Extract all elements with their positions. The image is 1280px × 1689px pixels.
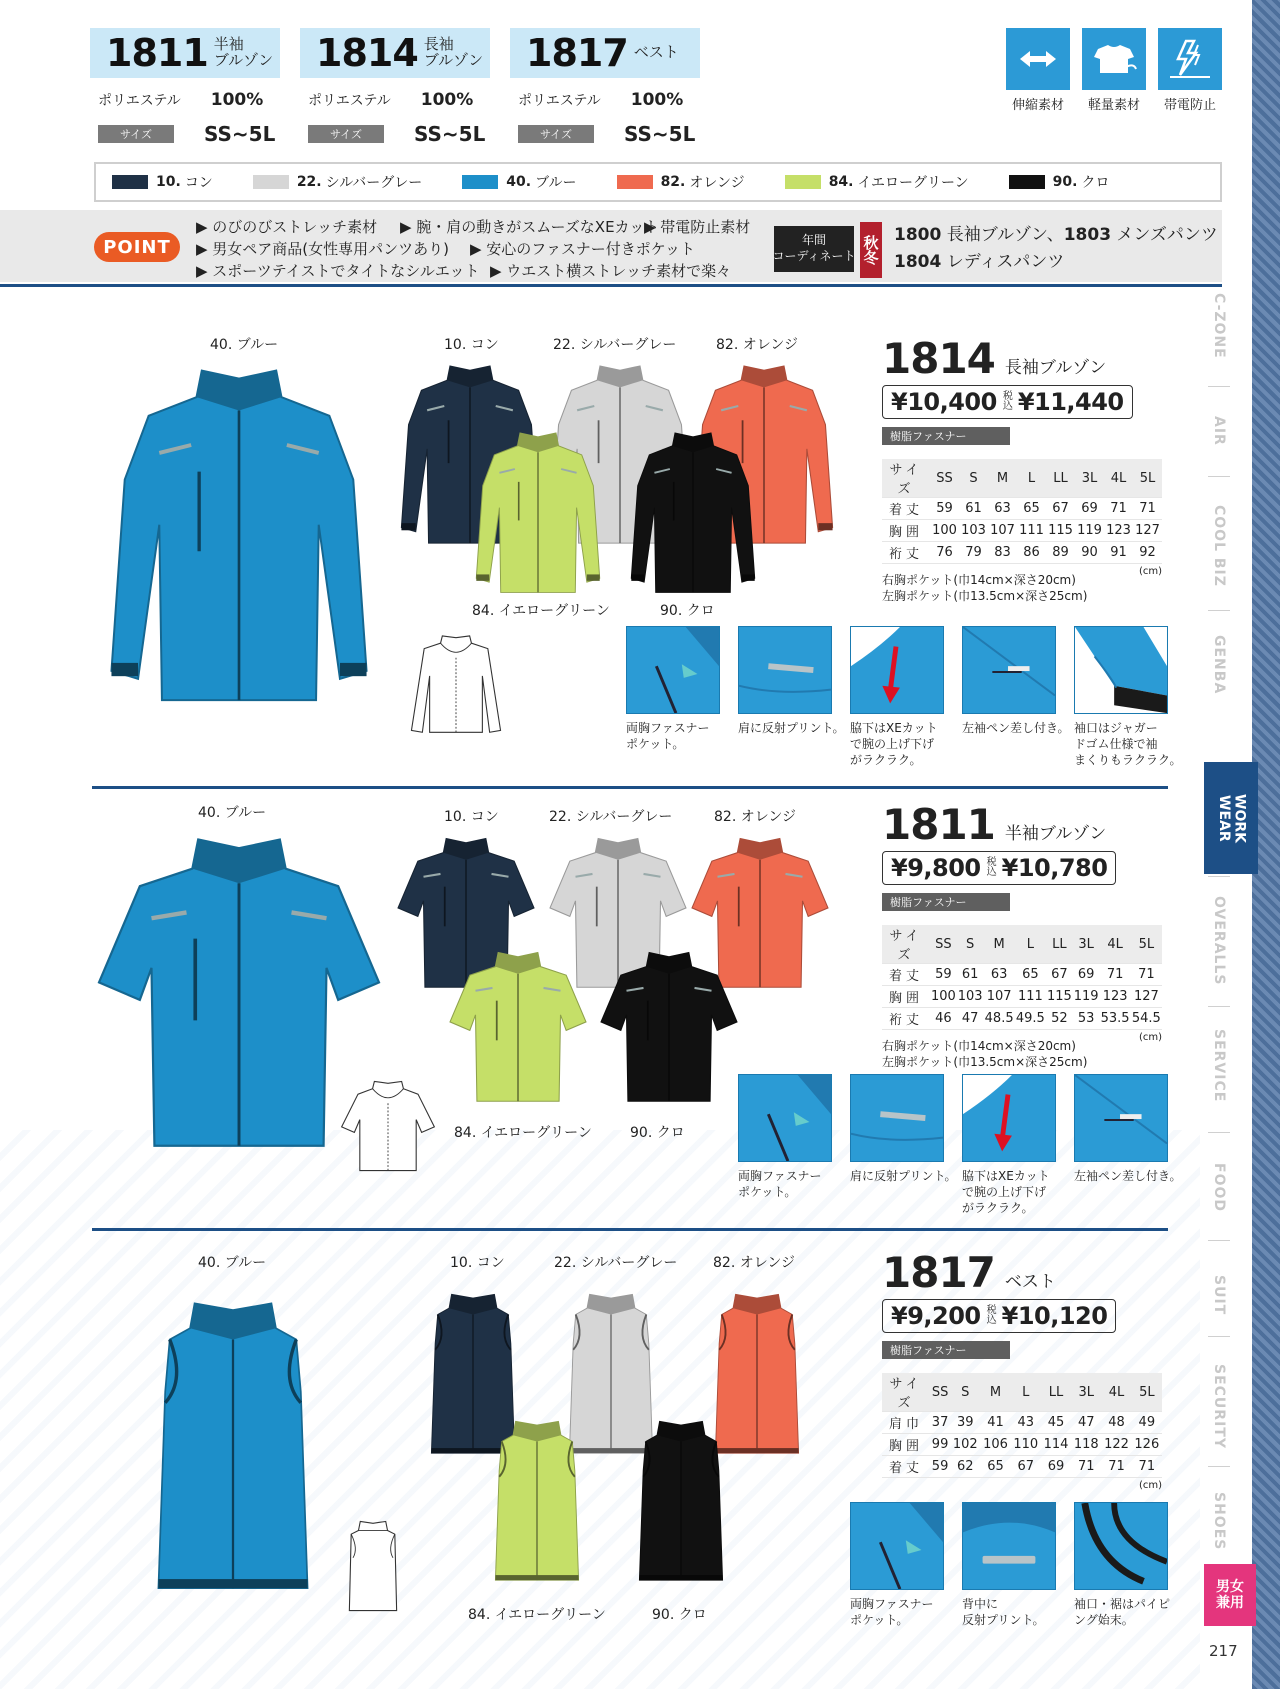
- section-rule: [92, 1228, 1168, 1231]
- product-title-bar: [300, 28, 490, 78]
- color-label-orange: 82. オレンジ: [714, 809, 797, 825]
- color-swatch-item: 82. オレンジ: [617, 172, 745, 192]
- size-row: 裄丈 46 47 48.5 49.5 52 53 53.5 54.5: [882, 1008, 1162, 1030]
- size-header-row: サイズ SS S M L LL 3L 4L 5L: [882, 459, 1162, 498]
- detail-caption: 袖口・裾はパイピ ング始末。: [1074, 1597, 1171, 1628]
- detail-caption: 左袖ペン差し付き。: [1074, 1169, 1182, 1183]
- detail-item: [626, 626, 720, 769]
- season-badge: 秋冬: [860, 222, 882, 278]
- size-header-row: サイズ SS S M L LL 3L 4L 5L: [882, 925, 1162, 964]
- color-label-black: 90. クロ: [630, 1125, 685, 1141]
- color-label-black: 90. クロ: [660, 603, 715, 619]
- product-number: 1814: [316, 31, 418, 75]
- color-label-blue: 40. ブルー: [210, 337, 279, 353]
- color-label-yellow-green: 84. イエローグリーン: [472, 603, 610, 619]
- color-label-silver-grey: 22. シルバーグレー: [549, 809, 673, 825]
- detail-photos-1814: [626, 626, 1182, 769]
- zipper-type: 樹脂ファスナー: [882, 1341, 1010, 1359]
- side-tab-separator: [1208, 1132, 1230, 1133]
- detail-caption: 左袖ペン差し付き。: [962, 721, 1070, 735]
- side-tab-separator: [1208, 876, 1230, 877]
- product-summary-1811: [90, 28, 280, 146]
- side-tab-cool-biz[interactable]: COOL BIZ: [1211, 505, 1227, 587]
- product-title-bar: [510, 28, 700, 78]
- product-number: 1817: [526, 31, 628, 75]
- product-name: ベスト: [633, 43, 679, 62]
- side-tab-genba[interactable]: GENBA: [1211, 635, 1227, 695]
- zipper-type: 樹脂ファスナー: [882, 427, 1010, 445]
- detail-photo: [962, 1074, 1056, 1162]
- detail-caption: 肩に反射プリント。: [850, 1169, 957, 1183]
- size-row: 肩巾 37 39 41 43 45 47 48 49: [882, 1412, 1162, 1434]
- side-tab-overalls[interactable]: OVERALLS: [1211, 896, 1227, 986]
- side-tab-separator: [1208, 1240, 1230, 1241]
- product-name: 半袖 ブルゾン: [213, 35, 274, 69]
- vest-1817-blue: [120, 1272, 346, 1624]
- detail-photos-1817: [850, 1502, 1171, 1628]
- material-line: ポリエステル 100%: [308, 90, 474, 110]
- detail-photo: [962, 1502, 1056, 1590]
- color-swatch-item: 84. イエローグリーン: [785, 172, 969, 192]
- point-item: ▶ スポーツテイストでタイトなシルエット: [196, 262, 480, 280]
- color-label-silver-grey: 22. シルバーグレー: [553, 337, 677, 353]
- technical-drawing-1814: [406, 630, 506, 740]
- detail-item: [1074, 1074, 1182, 1217]
- product-name: 長袖 ブルゾン: [423, 35, 484, 69]
- side-tab-shoes[interactable]: SHOES: [1211, 1491, 1227, 1551]
- point-item: ▶ のびのびストレッチ素材: [196, 218, 378, 236]
- detail-photo: [626, 626, 720, 714]
- detail-photo: [850, 626, 944, 714]
- color-label-navy: 10. コン: [444, 337, 499, 353]
- side-tab-food[interactable]: FOOD: [1211, 1162, 1227, 1212]
- detail-caption: 両胸ファスナー ポケット。: [626, 721, 710, 752]
- detail-item: [738, 626, 845, 769]
- size-row: 着丈 59 61 63 65 67 69 71 71: [882, 498, 1162, 520]
- jacket-1814-black: [614, 424, 772, 604]
- detail-item: [1074, 1502, 1171, 1628]
- side-tab-workwear-active[interactable]: WORK WEAR: [1204, 762, 1258, 874]
- unit-label: (cm): [1138, 566, 1162, 577]
- color-variations-bar: [94, 162, 1222, 202]
- size-range: サイズ SS~5L: [90, 122, 280, 146]
- detail-item: [850, 1074, 957, 1217]
- product-summary-1814: [300, 28, 490, 146]
- spec-block-1811: [882, 800, 1172, 1070]
- unit-label: (cm): [1138, 1032, 1162, 1043]
- detail-caption: 脇下はXEカット で腕の上げ下げ がラクラク。: [962, 1169, 1050, 1216]
- side-tab-air[interactable]: AIR: [1211, 416, 1227, 446]
- detail-item: [1074, 626, 1182, 769]
- color-label-blue: 40. ブルー: [198, 805, 267, 821]
- detail-caption: 脇下はXEカット で腕の上げ下げ がラクラク。: [850, 721, 938, 768]
- size-table: [882, 925, 1162, 1030]
- feature-antistatic: 帯電防止: [1158, 28, 1222, 113]
- color-swatch-item: 10. コン: [112, 172, 213, 192]
- technical-drawing-1817: [336, 1516, 410, 1616]
- product-summary-1817: [510, 28, 700, 146]
- stretch-icon: [1006, 28, 1070, 90]
- zipper-type: 樹脂ファスナー: [882, 893, 1010, 911]
- material-line: ポリエステル 100%: [98, 90, 264, 110]
- color-label-orange: 82. オレンジ: [713, 1255, 796, 1271]
- point-item: ▶ 腕・肩の動きがスムーズなXEカット: [400, 218, 660, 236]
- detail-caption: 両胸ファスナー ポケット。: [738, 1169, 822, 1200]
- detail-caption: 背中に 反射プリント。: [962, 1597, 1045, 1628]
- size-table: [882, 459, 1162, 564]
- detail-photo: [850, 1502, 944, 1590]
- color-swatch: [785, 175, 821, 189]
- detail-item: [738, 1074, 832, 1217]
- color-label-navy: 10. コン: [444, 809, 499, 825]
- size-range: サイズ SS~5L: [300, 122, 490, 146]
- spec-block-1814: [882, 334, 1172, 604]
- size-range: サイズ SS~5L: [510, 122, 700, 146]
- side-tab-separator: [1208, 476, 1230, 477]
- side-tab-separator: [1208, 386, 1230, 387]
- unit-label: (cm): [1138, 1480, 1162, 1491]
- point-badge: POINT: [94, 232, 180, 262]
- detail-photo: [962, 626, 1056, 714]
- detail-item: [962, 1074, 1056, 1217]
- color-label-blue: 40. ブルー: [198, 1255, 267, 1271]
- point-item: ▶ 帯電防止素材: [644, 218, 751, 236]
- size-table: [882, 1373, 1162, 1478]
- size-row: 着丈 59 62 65 67 69 71 71 71: [882, 1456, 1162, 1478]
- color-swatch-item: 90. クロ: [1009, 172, 1110, 192]
- vest-1817-yellow-green: [474, 1402, 600, 1602]
- jacket-1811-black: [590, 944, 748, 1114]
- jacket-1814-blue: [78, 352, 400, 724]
- jacket-1814-yellow-green: [464, 424, 612, 604]
- side-tab-separator: [1208, 610, 1230, 611]
- vest-1817-black: [618, 1402, 744, 1602]
- color-swatch: [617, 175, 653, 189]
- size-row: 裄丈 76 79 83 86 89 90 91 92: [882, 542, 1162, 564]
- price-box: ¥10,400 税込 ¥11,440: [882, 385, 1133, 419]
- side-tab-suit[interactable]: SUIT: [1211, 1274, 1227, 1316]
- side-tab-separator: [1208, 1336, 1230, 1337]
- product-heading: 1814 長袖ブルゾン: [882, 334, 1107, 383]
- product-heading: 1817 ベスト: [882, 1248, 1056, 1297]
- material-line: ポリエステル 100%: [518, 90, 684, 110]
- product-title-bar: [90, 28, 280, 78]
- color-label-orange: 82. オレンジ: [716, 337, 799, 353]
- color-swatch-item: 40. ブルー: [462, 172, 576, 192]
- technical-drawing-1811: [336, 1076, 440, 1176]
- color-label-black: 90. クロ: [652, 1607, 707, 1623]
- coordinate-badge: 年間 コーディネート: [774, 226, 854, 272]
- color-swatch-item: 22. シルバーグレー: [253, 172, 422, 192]
- side-tab-security[interactable]: SECURITY: [1211, 1363, 1227, 1449]
- side-tab-separator: [1208, 1466, 1230, 1467]
- detail-photos-1811: [738, 1074, 1182, 1217]
- feature-stretch: 伸縮素材: [1006, 28, 1070, 113]
- size-header-row: サイズ SS S M L LL 3L 4L 5L: [882, 1373, 1162, 1412]
- jacket-1811-yellow-green: [444, 944, 592, 1114]
- side-tab-c-zone[interactable]: C-ZONE: [1211, 293, 1227, 359]
- header-rule: [0, 284, 1222, 287]
- detail-photo: [1074, 1074, 1168, 1162]
- detail-caption: 肩に反射プリント。: [738, 721, 845, 735]
- point-item: ▶ ウエスト横ストレッチ素材で楽々: [490, 262, 732, 280]
- pocket-info: 右胸ポケット(巾14cm×深さ20cm) 左胸ポケット(巾13.5cm×深さ25cm): [882, 573, 1088, 603]
- product-number: 1811: [106, 31, 208, 75]
- size-row: 胸囲 99 102 106 110 114 118 122 126: [882, 1434, 1162, 1456]
- side-tab-service[interactable]: SERVICE: [1211, 1029, 1227, 1103]
- detail-photo: [1074, 626, 1168, 714]
- point-item: ▶ 男女ペア商品(女性専用パンツあり): [196, 240, 450, 258]
- detail-photo: [850, 1074, 944, 1162]
- detail-photo: [738, 1074, 832, 1162]
- feature-lightweight: 軽量素材: [1082, 28, 1146, 113]
- color-label-yellow-green: 84. イエローグリーン: [468, 1607, 606, 1623]
- detail-item: [962, 626, 1070, 769]
- side-tab-separator: [1208, 1006, 1230, 1007]
- detail-item: [850, 1502, 944, 1628]
- size-row: 胸囲 100 103 107 111 115 119 123 127: [882, 520, 1162, 542]
- detail-item: [962, 1502, 1056, 1628]
- color-swatch: [112, 175, 148, 189]
- product-heading: 1811 半袖ブルゾン: [882, 800, 1107, 849]
- size-row: 着丈 59 61 63 65 67 69 71 71: [882, 964, 1162, 986]
- unisex-badge: 男女 兼用: [1204, 1564, 1256, 1626]
- coordinate-items: 1800 長袖ブルゾン、1803 メンズパンツ 1804 レディスパンツ: [894, 225, 1218, 273]
- feature-icons: [1006, 28, 1222, 113]
- page-number: 217: [1209, 1642, 1238, 1660]
- antistatic-icon: [1158, 28, 1222, 90]
- pocket-info: 右胸ポケット(巾14cm×深さ20cm) 左胸ポケット(巾13.5cm×深さ25cm): [882, 1039, 1088, 1069]
- color-label-navy: 10. コン: [450, 1255, 505, 1271]
- size-row: 胸囲 100 103 107 111 115 119 123 127: [882, 986, 1162, 1008]
- price-box: ¥9,200 税込 ¥10,120: [882, 1299, 1116, 1333]
- detail-caption: 袖口はジャガー ドゴム仕様で袖 まくりもラクラク。: [1074, 721, 1182, 768]
- detail-caption: 両胸ファスナー ポケット。: [850, 1597, 934, 1628]
- point-item: ▶ 安心のファスナー付きポケット: [470, 240, 695, 258]
- color-swatch: [1009, 175, 1045, 189]
- color-swatch: [253, 175, 289, 189]
- lightweight-icon: [1082, 28, 1146, 90]
- section-rule: [92, 786, 1168, 789]
- spec-block-1817: [882, 1248, 1172, 1491]
- detail-photo: [1074, 1502, 1168, 1590]
- price-box: ¥9,800 税込 ¥10,780: [882, 851, 1116, 885]
- detail-photo: [738, 626, 832, 714]
- color-swatch: [462, 175, 498, 189]
- color-label-yellow-green: 84. イエローグリーン: [454, 1125, 592, 1141]
- color-label-silver-grey: 22. シルバーグレー: [554, 1255, 678, 1271]
- detail-item: [850, 626, 944, 769]
